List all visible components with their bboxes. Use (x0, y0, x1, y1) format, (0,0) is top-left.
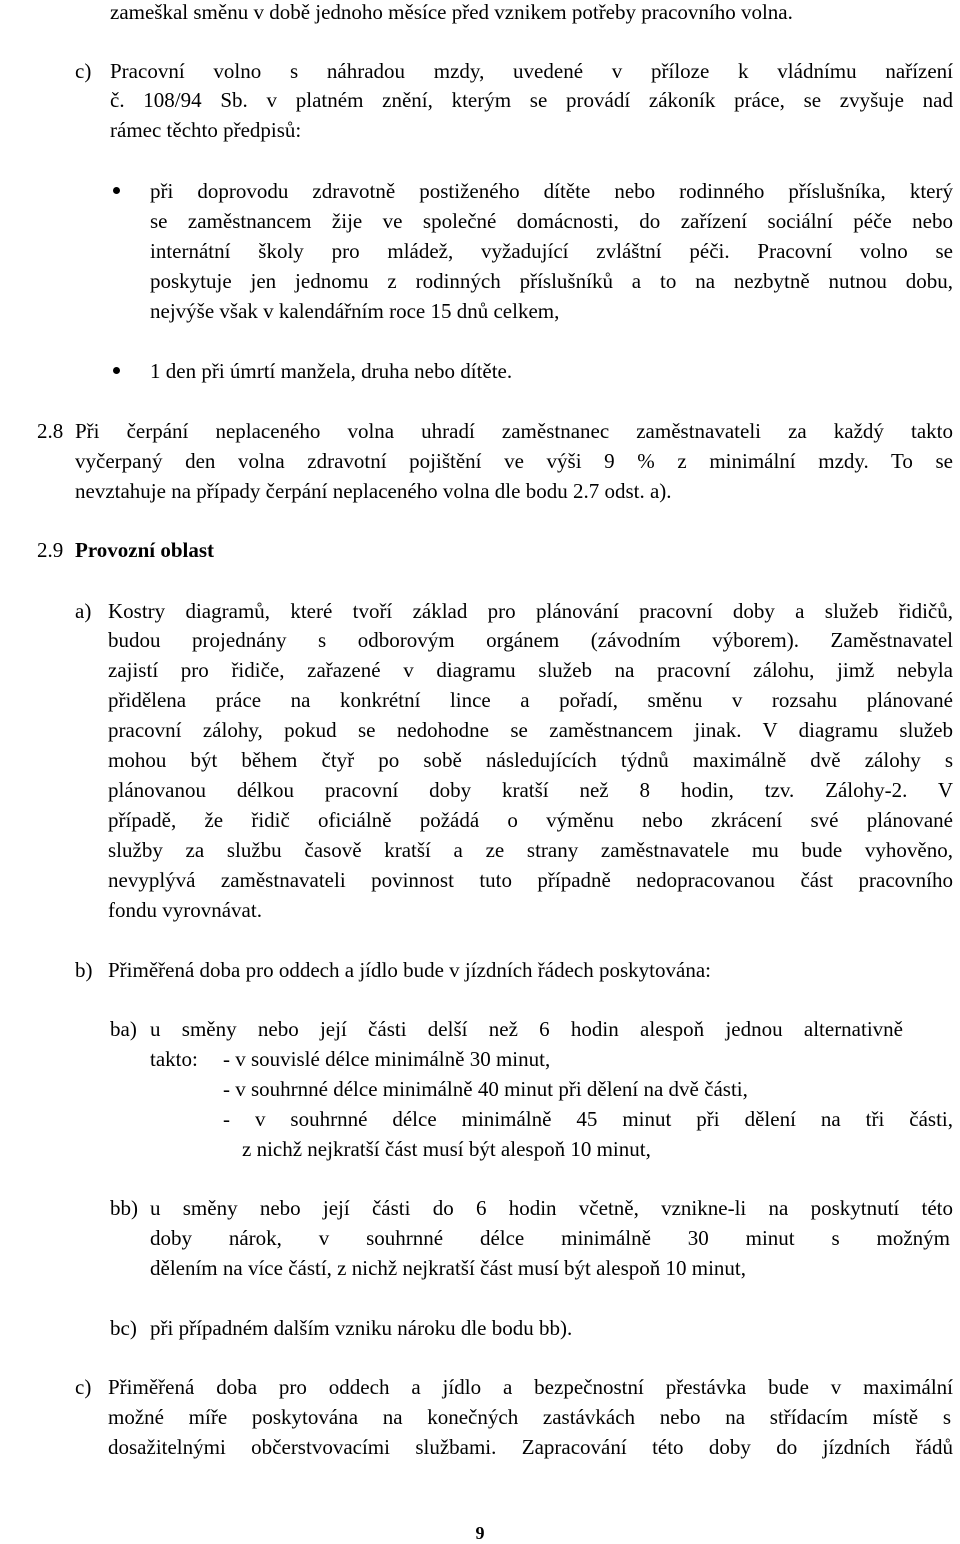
section-2-8-line-1: Při čerpání neplaceného volna uhradí zaměstnanec zaměstnavateli za každý takto (75, 419, 953, 443)
item-c-line-1: Pracovní volno s náhradou mzdy, uvedené v příloze k vládnímu nařízení (110, 59, 953, 83)
sub-bc-text: při případném dalším vzniku nároku dle bodu bb). (150, 1316, 573, 1340)
item-a-line-3: zajistí pro řidiče, zařazené v diagramu služeb na pracovní zálohu, jimž nebyla (108, 658, 953, 682)
section-2-9-number: 2.9 (37, 538, 64, 562)
item-c-marker: c) (75, 59, 92, 83)
item-c-line-2: č. 108/94 Sb. v platném znění, kterým se provádí zákoník práce, se zvyšuje nad (110, 88, 953, 112)
page-number: 9 (475, 1523, 485, 1543)
section-2-8-number: 2.8 (37, 419, 64, 443)
section-2-9-title: Provozní oblast (75, 538, 215, 562)
item-a-line-9: služby za službu časově kratší a ze strany zaměstnavatele mu bude vyhověno, (108, 838, 953, 862)
bullet-1-line-2: se zaměstnancem žije ve společné domácnosti, do zařízení sociální péče nebo (150, 209, 953, 233)
item-c-bottom-marker: c) (75, 1375, 92, 1399)
bullet-1-line-5: nejvýše však v kalendářním roce 15 dnů celkem, (150, 299, 560, 323)
sub-ba-marker: ba) (110, 1017, 137, 1041)
item-a-line-4: přidělena práce na konkrétní lince a pořadí, směnu v rozsahu plánované (108, 688, 953, 712)
item-a-line-11: fondu vyrovnávat. (108, 898, 262, 922)
item-a-line-8: případě, že řidič oficiálně požádá o výměnu nebo zkrácení své plánované (108, 808, 953, 832)
item-c-bottom-line-1: Přiměřená doba pro oddech a jídlo a bezpečnostní přestávka bude v maximální (108, 1375, 953, 1399)
sub-ba-dash-2: - v souhrnné délce minimálně 40 minut při dělení na dvě části, (223, 1077, 748, 1101)
intro-line: zameškal směnu v době jednoho měsíce před vznikem potřeby pracovního volna. (110, 0, 793, 24)
bullet-icon (113, 187, 120, 194)
item-a-line-10: nevyplývá zaměstnavateli povinnost tuto případně nedopracovanou část pracovního (108, 868, 953, 892)
item-a-line-1: Kostry diagramů, které tvoří základ pro plánování pracovní doby a služeb řidičů, (108, 599, 953, 623)
sub-bc-marker: bc) (110, 1316, 137, 1340)
item-a-line-2: budou projednány s odborovým orgánem (závodním výborem). Zaměstnavatel (108, 628, 953, 652)
item-a-line-6: mohou být během čtyř po sobě následujících týdnů maximálně dvě zálohy s (108, 748, 953, 772)
item-c-bottom-line-3: dosažitelnými občerstvovacími službami. Zapracování této doby do jízdních řádů (108, 1435, 953, 1459)
bullet-icon (113, 367, 120, 374)
item-a-marker: a) (75, 599, 92, 623)
item-c-line-3: rámec těchto předpisů: (110, 118, 302, 142)
section-2-8-line-3: nevztahuje na případy čerpání neplaceného volna dle bodu 2.7 odst. a). (75, 479, 672, 503)
item-b-text: Přiměřená doba pro oddech a jídlo bude v jízdních řádech poskytována: (108, 958, 711, 982)
sub-ba-dash-3: - v souhrnné délce minimálně 45 minut při dělení na tři části, (223, 1107, 953, 1131)
sub-ba-dash-1: - v souvislé délce minimálně 30 minut, (223, 1047, 551, 1071)
item-a-line-5: pracovní zálohy, pokud se nedohodne se zaměstnancem jinak. V diagramu služeb (108, 718, 953, 742)
sub-bb-line-1: u směny nebo její části do 6 hodin včetně, vznikne-li na poskytnutí této (150, 1196, 953, 1220)
bullet-1-line-4: poskytuje jen jednomu z rodinných příslušníků a to na nezbytně nutnou dobu, (150, 269, 953, 293)
sub-bb-line-2: doby nárok, v souhrnné délce minimálně 30 minut s možným (150, 1226, 950, 1250)
sub-bb-marker: bb) (110, 1196, 138, 1220)
bullet-2-line-1: 1 den při úmrtí manžela, druha nebo dítěte. (150, 359, 513, 383)
section-2-8-line-2: vyčerpaný den volna zdravotní pojištění ve výši 9 % z minimální mzdy. To se (75, 449, 953, 473)
item-c-bottom-line-2: možné míře poskytována na konečných zastávkách nebo na střídacím místě s (108, 1405, 951, 1429)
sub-ba-last-line: z nichž nejkratší část musí být alespoň 10 minut, (242, 1137, 651, 1161)
sub-bb-line-3: dělením na více částí, z nichž nejkratší část musí být alespoň 10 minut, (150, 1256, 747, 1280)
bullet-1-line-3: internátní školy pro mládež, vyžadující zvláštní péči. Pracovní volno se (150, 239, 953, 263)
item-a-line-7: plánovanou délkou pracovní doby kratší než 8 hodin, tzv. Zálohy-2. V (108, 778, 953, 802)
item-b-marker: b) (75, 958, 93, 982)
sub-ba-takto-label: takto: (150, 1047, 198, 1071)
bullet-1-line-1: při doprovodu zdravotně postiženého dítěte nebo rodinného příslušníka, který (150, 179, 953, 203)
sub-ba-line-1: u směny nebo její části delší než 6 hodin alespoň jednou alternativně (150, 1017, 903, 1041)
